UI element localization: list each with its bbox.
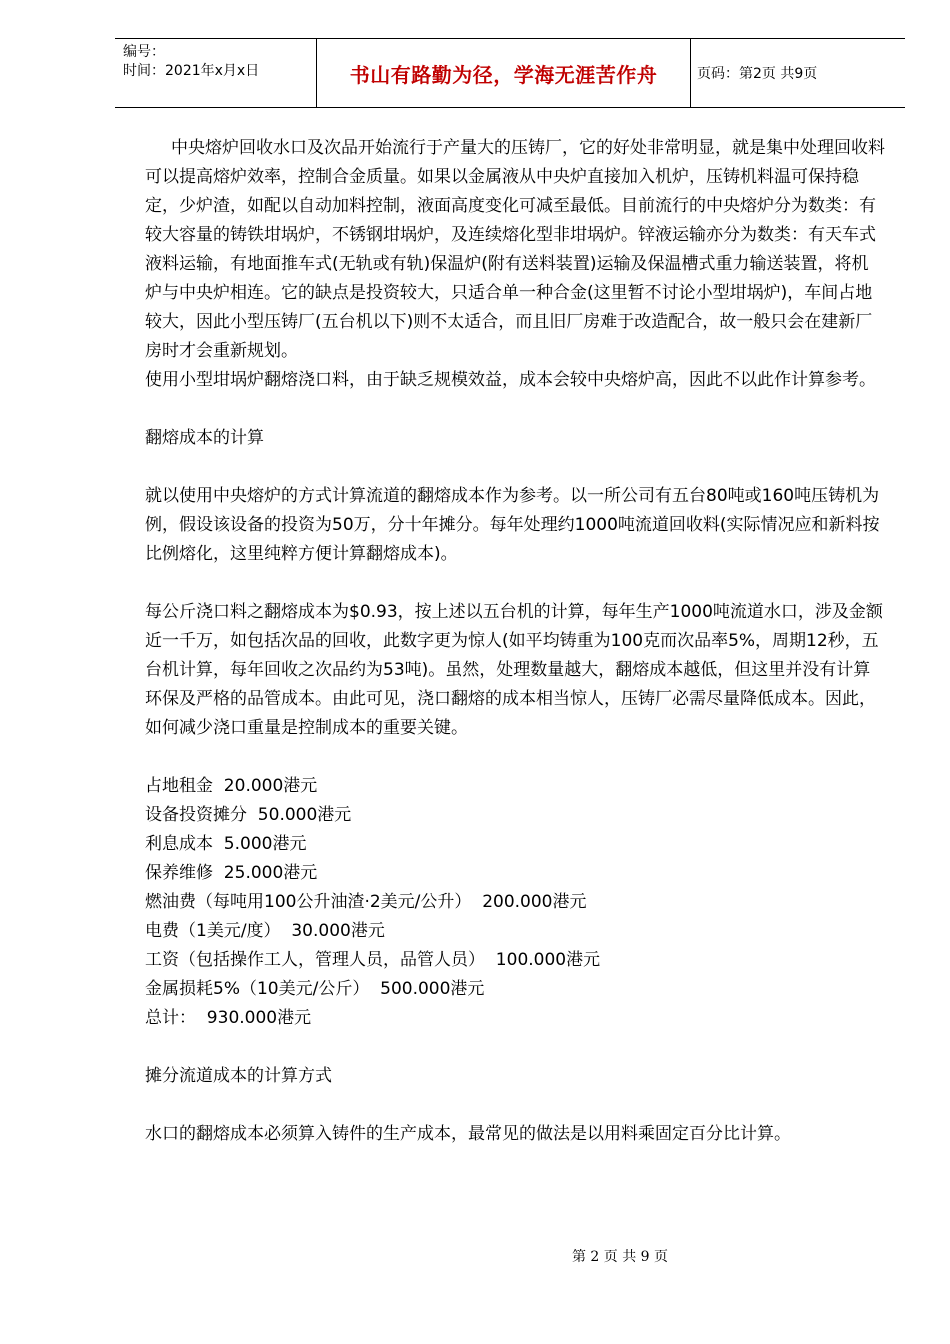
cost-item-equipment: 设备投资摊分 50.000港元	[145, 805, 352, 825]
section-heading-runner-cost: 摊分流道成本的计算方式	[145, 1066, 332, 1086]
section-heading-remelt-cost: 翻熔成本的计算	[145, 428, 264, 448]
header-page-number: 页码：第2页 共9页	[697, 66, 818, 82]
paragraph-central-furnace: 中央熔炉回收水口及次品开始流行于产量大的压铸厂，它的好处非常明显，就是集中处理回收料可以提高熔炉效率，控制合金质量。如果以金属液从中央炉直接加入机炉，压铸机料温可保持稳定，少炉渣，如配以自动加料控制，液面高度变化可减至最低。目前流行的中央熔炉分为数类：有较大容量的铸铁坩埚炉，不锈钢坩埚炉，及连续熔化型非坩埚炉。锌液运输亦分为数类：有天车式液料运输，有地面推车式(无轨或有轨)保温炉(附有送料装置)运输及保温槽式重力输送装置，将机炉与中央炉相连。它的缺点是投资较大，只适合单一种合金(这里暂不讨论小型坩埚炉)，车间占地较大，因此小型压铸厂(五台机以下)则不太适合，而且旧厂房难于改造配合，故一般只会在建新厂房时才会重新规划。	[145, 138, 885, 361]
cost-item-total: 总计： 930.000港元	[145, 1008, 312, 1028]
document-number-label: 编号：	[123, 44, 165, 60]
header-meta	[123, 43, 259, 81]
spacer	[145, 395, 885, 424]
document-time-label: 时间：2021年x月x日	[123, 63, 260, 79]
spacer	[145, 743, 885, 772]
cost-item-maintenance: 保养维修 25.000港元	[145, 863, 318, 883]
cost-item-fuel: 燃油费（每吨用100公升油渣·2美元/公升） 200.000港元	[145, 892, 587, 912]
cost-item-wages: 工资（包括操作工人，管理人员，品管人员） 100.000港元	[145, 950, 601, 970]
spacer	[145, 1033, 885, 1062]
paragraph-cost-per-kg: 每公斤浇口料之翻熔成本为$0.93，按上述以五台机的计算，每年生产1000吨流道水口，涉及金额近一千万，如包括次品的回收，此数字更为惊人(如平均铸重为100克而次品率5%，周期12秒，五台机计算，每年回收之次品约为53吨)。虽然，处理数量越大，翻熔成本越低，但这里并没有计算环保及严格的品管成本。由此可见，浇口翻熔的成本相当惊人，压铸厂必需尽量降低成本。因此，如何减少浇口重量是控制成本的重要关键。	[145, 602, 883, 738]
cost-item-electricity: 电费（1美元/度） 30.000港元	[145, 921, 385, 941]
cost-item-land-rent: 占地租金 20.000港元	[145, 776, 318, 796]
spacer	[145, 453, 885, 482]
page-header	[115, 38, 905, 108]
header-motto: 书山有路勤为径，学海无涯苦作舟	[316, 39, 691, 107]
page-footer: 第 2 页 共 9 页	[571, 1249, 669, 1265]
paragraph-small-crucible: 使用小型坩埚炉翻熔浇口料，由于缺乏规模效益，成本会较中央熔炉高，因此不以此作计算参考。	[145, 370, 876, 390]
cost-item-interest: 利息成本 5.000港元	[145, 834, 307, 854]
spacer	[145, 1091, 885, 1120]
document-body	[145, 134, 885, 1149]
cost-item-metal-loss: 金属损耗5%（10美元/公斤） 500.000港元	[145, 979, 485, 999]
paragraph-cost-basis: 就以使用中央熔炉的方式计算流道的翻熔成本作为参考。以一所公司有五台80吨或160吨压铸机为例，假设该设备的投资为50万，分十年摊分。每年处理约1000吨流道回收料(实际情况应和新料按比例熔化，这里纯粹方便计算翻熔成本)。	[145, 486, 880, 564]
cost-breakdown-list	[145, 772, 885, 1033]
spacer	[145, 569, 885, 598]
paragraph-runner-cost-method: 水口的翻熔成本必须算入铸件的生产成本，最常见的做法是以用料乘固定百分比计算。	[145, 1124, 791, 1144]
